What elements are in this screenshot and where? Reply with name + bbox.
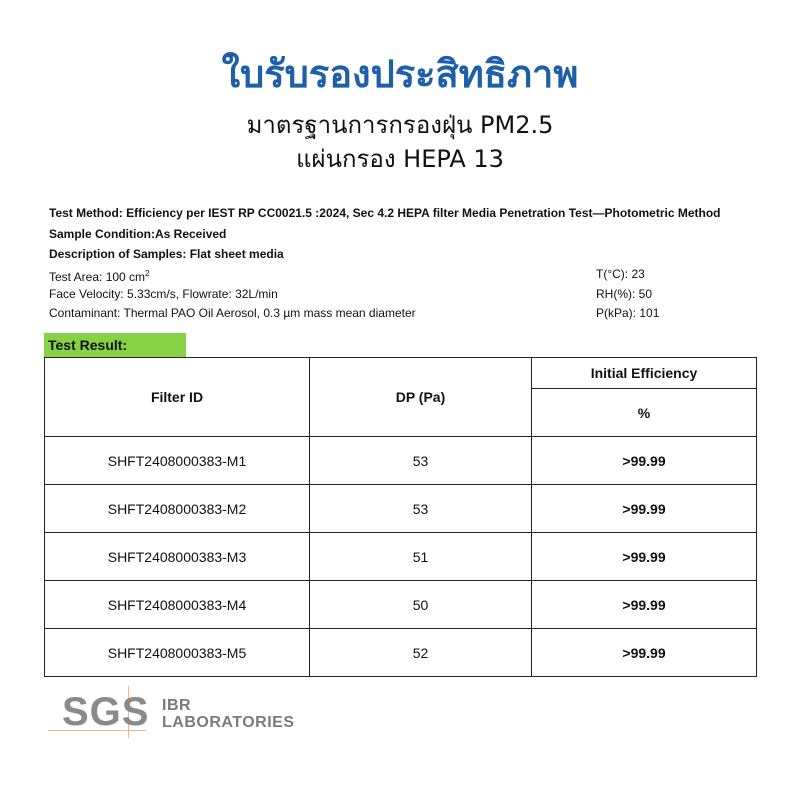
certificate-title: ใบรับรองประสิทธิภาพ xyxy=(221,52,579,96)
certificate-subtitle-standard: มาตรฐานการกรองฝุ่น PM2.5 xyxy=(246,111,554,139)
dp-cell: 50 xyxy=(310,581,532,629)
sgs-logo-letters: SGS xyxy=(62,690,150,734)
sgs-logo xyxy=(48,686,150,738)
header-efficiency-unit: % xyxy=(532,389,757,437)
sample-condition: Sample Condition:As Received xyxy=(49,227,227,241)
efficiency-cell: >99.99 xyxy=(532,485,757,533)
header-dp: DP (Pa) xyxy=(310,358,532,437)
table-row xyxy=(45,629,757,677)
face-velocity: Face Velocity: 5.33cm/s, Flowrate: 32L/min xyxy=(49,287,278,301)
filter-id-cell: SHFT2408000383-M2 xyxy=(45,485,310,533)
lab-name-line2: LABORATORIES xyxy=(162,714,295,731)
certificate-subtitle-filter: แผ่นกรอง HEPA 13 xyxy=(296,145,504,173)
test-area-text: Test Area: 100 cm xyxy=(49,270,146,284)
header-filter-id: Filter ID xyxy=(45,358,310,437)
filter-id-cell: SHFT2408000383-M4 xyxy=(45,581,310,629)
dp-cell: 51 xyxy=(310,533,532,581)
dp-cell: 53 xyxy=(310,485,532,533)
test-method: Test Method: Efficiency per IEST RP CC0021.5 :2024, Sec 4.2 HEPA filter Media Penetration Test—Photometric Method xyxy=(49,206,721,220)
results-table xyxy=(44,357,757,677)
table-row xyxy=(45,533,757,581)
filter-id-cell: SHFT2408000383-M3 xyxy=(45,533,310,581)
header-initial-efficiency: Initial Efficiency xyxy=(532,358,757,389)
table-row xyxy=(45,437,757,485)
sample-description: Description of Samples: Flat sheet media xyxy=(49,247,284,261)
filter-id-cell: SHFT2408000383-M1 xyxy=(45,437,310,485)
relative-humidity: RH(%): 50 xyxy=(596,287,653,301)
ibr-laboratories-logo xyxy=(162,697,295,731)
table-row xyxy=(45,581,757,629)
efficiency-cell: >99.99 xyxy=(532,437,757,485)
dp-cell: 52 xyxy=(310,629,532,677)
test-result-label: Test Result: xyxy=(44,333,186,357)
dp-cell: 53 xyxy=(310,437,532,485)
test-area xyxy=(49,266,150,285)
efficiency-cell: >99.99 xyxy=(532,533,757,581)
test-area-exponent: 2 xyxy=(145,269,150,278)
efficiency-cell: >99.99 xyxy=(532,581,757,629)
lab-name-line1: IBR xyxy=(162,697,192,714)
filter-id-cell: SHFT2408000383-M5 xyxy=(45,629,310,677)
pressure: P(kPa): 101 xyxy=(596,306,660,320)
table-row xyxy=(45,485,757,533)
contaminant: Contaminant: Thermal PAO Oil Aerosol, 0.3 µm mass mean diameter xyxy=(49,306,416,320)
temperature: T(°C): 23 xyxy=(596,267,645,281)
efficiency-cell: >99.99 xyxy=(532,629,757,677)
